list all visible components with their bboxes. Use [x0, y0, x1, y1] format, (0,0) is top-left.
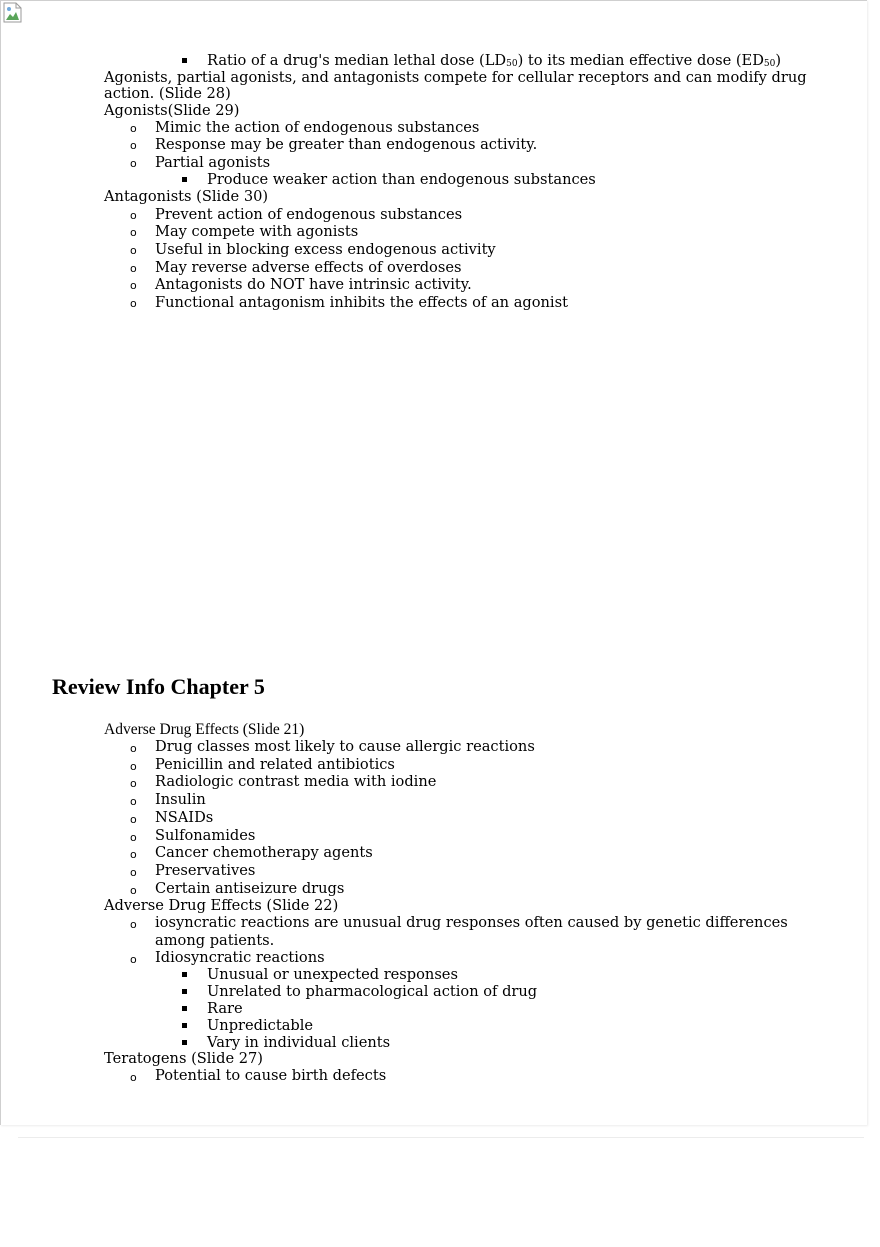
circle-bullet-icon: o — [130, 760, 137, 773]
list-item: Mimic the action of endogenous substances — [155, 119, 480, 136]
circle-bullet-icon: o — [130, 1071, 137, 1084]
square-bullet-icon — [182, 1006, 187, 1011]
list-item-continuation: among patients. — [155, 932, 275, 949]
circle-bullet-icon: o — [130, 209, 137, 222]
list-item: Antagonists do NOT have intrinsic activity. — [155, 276, 472, 293]
circle-bullet-icon: o — [130, 244, 137, 257]
list-item: Idiosyncratic reactions — [155, 949, 325, 966]
list-item: Sulfonamides — [155, 827, 256, 844]
list-item: Prevent action of endogenous substances — [155, 206, 463, 223]
list-item: May compete with agonists — [155, 223, 359, 240]
list-item: May reverse adverse effects of overdoses — [155, 259, 462, 276]
circle-bullet-icon: o — [130, 122, 137, 135]
list-item: Useful in blocking excess endogenous activity — [155, 241, 496, 258]
agonists-intro-line-1: Agonists, partial agonists, and antagonists compete for cellular receptors and can modify drug — [104, 69, 807, 86]
list-item: Functional antagonism inhibits the effects of an agonist — [155, 294, 568, 311]
square-bullet-icon — [182, 972, 187, 977]
sub-list-item: Rare — [207, 1000, 243, 1017]
list-item: Partial agonists — [155, 154, 271, 171]
square-bullet-icon — [182, 989, 187, 994]
agonists-heading: Agonists(Slide 29) — [104, 102, 240, 119]
circle-bullet-icon: o — [130, 157, 137, 170]
teratogens-heading: Teratogens (Slide 27) — [104, 1050, 263, 1067]
agonists-intro-line-2: action. (Slide 28) — [104, 85, 231, 102]
list-item: Penicillin and related antibiotics — [155, 756, 395, 773]
sub-list-item: Unpredictable — [207, 1017, 314, 1034]
list-item: Response may be greater than endogenous activity. — [155, 136, 538, 153]
list-item: Preservatives — [155, 862, 256, 879]
list-item: Cancer chemotherapy agents — [155, 844, 373, 861]
circle-bullet-icon: o — [130, 795, 137, 808]
broken-image-icon — [2, 2, 24, 24]
antagonists-heading: Antagonists (Slide 30) — [104, 188, 269, 205]
list-item: Certain antiseizure drugs — [155, 880, 345, 897]
list-item: NSAIDs — [155, 809, 214, 826]
circle-bullet-icon: o — [130, 742, 137, 755]
circle-bullet-icon: o — [130, 297, 137, 310]
square-bullet-icon — [182, 1040, 187, 1045]
circle-bullet-icon: o — [130, 953, 137, 966]
list-item: Insulin — [155, 791, 206, 808]
sub-list-item: Vary in individual clients — [207, 1034, 391, 1051]
circle-bullet-icon: o — [130, 813, 137, 826]
list-item: iosyncratic reactions are unusual drug responses often caused by genetic differences — [155, 914, 788, 931]
circle-bullet-icon: o — [130, 262, 137, 275]
sub-list-item: Unusual or unexpected responses — [207, 966, 458, 983]
ld50-ed50-ratio-text: Ratio of a drug's median lethal dose $(LD_{50})$ to its median effective dose $(ED_{50})$ — [207, 52, 782, 69]
square-bullet-icon — [182, 58, 187, 63]
chapter-title: Review Info Chapter 5 — [52, 674, 265, 699]
circle-bullet-icon: o — [130, 831, 137, 844]
circle-bullet-icon: o — [130, 777, 137, 790]
square-bullet-icon — [182, 177, 187, 182]
circle-bullet-icon: o — [130, 226, 137, 239]
sub-list-item: Produce weaker action than endogenous substances — [207, 171, 596, 188]
ade-slide21-heading: Adverse Drug Effects (Slide 21) — [104, 721, 305, 738]
circle-bullet-icon: o — [130, 139, 137, 152]
page-divider — [18, 1137, 864, 1138]
ade-slide22-heading: Adverse Drug Effects (Slide 22) — [104, 897, 339, 914]
circle-bullet-icon: o — [130, 918, 137, 931]
circle-bullet-icon: o — [130, 848, 137, 861]
circle-bullet-icon: o — [130, 884, 137, 897]
list-item: Radiologic contrast media with iodine — [155, 773, 437, 790]
circle-bullet-icon: o — [130, 866, 137, 879]
square-bullet-icon — [182, 1023, 187, 1028]
list-item: Potential to cause birth defects — [155, 1067, 387, 1084]
list-item: Drug classes most likely to cause allergic reactions — [155, 738, 535, 755]
sub-list-item: Unrelated to pharmacological action of drug — [207, 983, 538, 1000]
circle-bullet-icon: o — [130, 279, 137, 292]
